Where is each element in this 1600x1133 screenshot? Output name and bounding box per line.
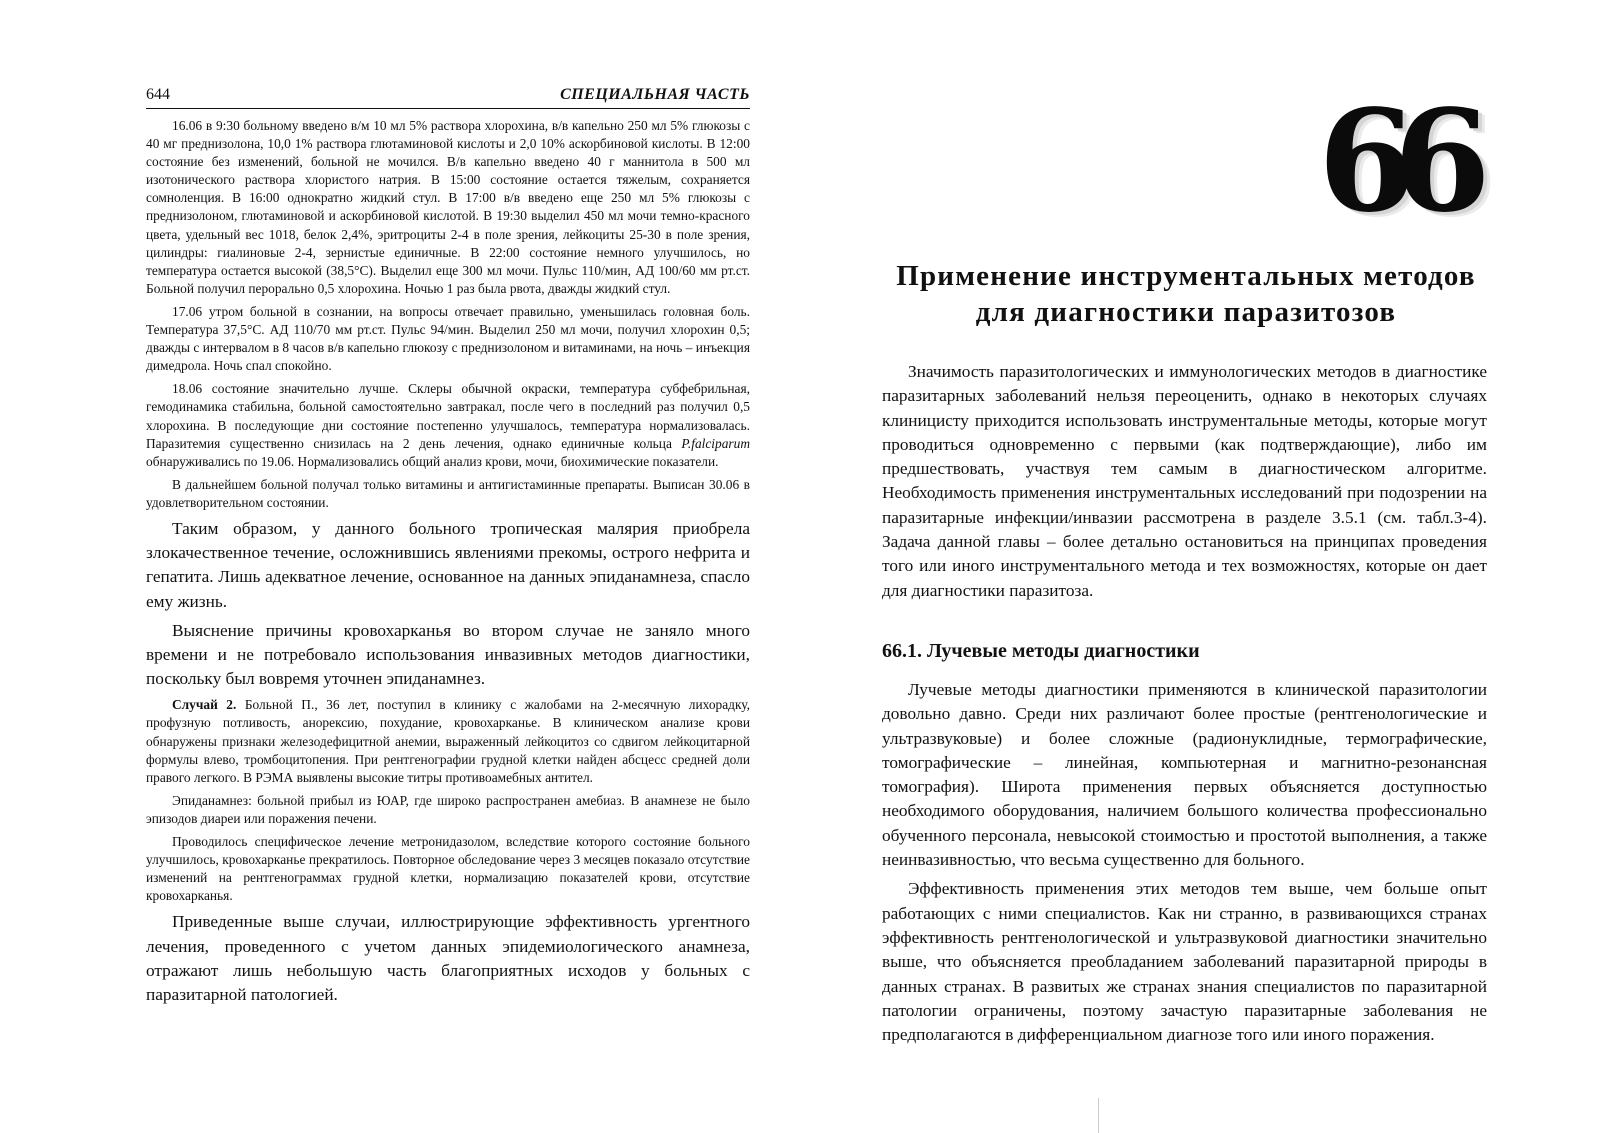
- paragraph-case2: [146, 696, 750, 786]
- paragraph-conclusion-case1: Таким образом, у данного больного тропическая малярия приобрела злокачественное течение, осложнившись явлениями прекомы, острого нефрита и гепатита. Лишь адекватное лечение, основанное на данных эпиданамнеза, спасло ему жизнь.: [146, 518, 750, 611]
- paragraph-treatment: Проводилось специфическое лечение метронидазолом, вследствие которого состояние больного улучшилось, кровохарканье прекратилось. Повторное обследование через 3 месяцев показало отсутствие изменений на рентгенограммах грудной клетки, нормализацию показателей крови, отсутствие кровохарканья.: [146, 834, 750, 904]
- page-crease-mark: [1098, 1098, 1099, 1133]
- chapter-title: Применение инструментальных методов для диагностики паразитозов: [896, 260, 1476, 328]
- left-page-body: [146, 117, 750, 1012]
- paragraph-summary: Приведенные выше случаи, иллюстрирующие эффективность ургентного лечения, проведенного с учетом данных эпидемиологического анамнеза, отражают лишь небольшую часть благоприятных исходов у больных с паразитарной патологией.: [146, 912, 750, 1005]
- running-section-title: СПЕЦИАЛЬНАЯ ЧАСТЬ: [560, 86, 750, 103]
- paragraph-16-06: 16.06 в 9:30 больному введено в/м 10 мл 5% раствора хлорохина, в/в капельно 250 мл 5% глюкозы с 40 мг преднизолона, 10,0 1% раствора глютаминовой кислоты и 2,0 10% аскорбиновой кислоты. В 12:00 состояние без изменений, больной не мочился. В/в капельно введено 40 г маннитола в 500 мл изотонического раствора хлористого натрия. В 15:00 состояние остается тяжелым, сохраняется сомноленция. В 16:00 однократно жидкий стул. В 17:00 в/в введено еще 250 мл 5% глюкозы с преднизолоном, глютаминовой и аскорбиновой кислотой. В 19:30 выделил 450 мл мочи темно-красного цвета, удельный вес 1018, белок 2,4%, эритроциты 2-4 в поле зрения, лейкоциты 25-30 в поле зрения, цилиндры: гиалиновые 2-4, зернистые единичные. В 22:00 состояние немного улучшилось, но температура остается высокой (38,5°С). Выделил еще 300 мл мочи. Пульс 110/мин, АД 100/60 мм рт.ст. Больной получил перорально 0,5 хлорохина. Ночью 1 раз была рвота, дважды жидкий стул.: [146, 118, 750, 296]
- subsection-body: [882, 678, 1487, 1052]
- paragraph-conclusion-case2: Выяснение причины кровохарканья во втором случае не заняло много времени и не потребовало использования инвазивных методов диагностики, поскольку был вовремя уточнен эпиданамнез.: [146, 620, 750, 689]
- case2-text: Больной П., 36 лет, поступил в клинику с жалобами на 2-месячную лихорадку, профузную потливость, анорексию, похудание, кровохарканье. В клиническом анализе крови обнаружены признаки железодефицитной анемии, выраженный лейкоцитоз со сдвигом лейкоцитарной формулы влево, тромбоцитопения. При рентгенографии грудной клетки найден абсцесс средней доли правого легкого. В РЭМА выявлены высокие титры противоамебных антител.: [146, 697, 751, 785]
- paragraph-18-06-text-before: 18.06 состояние значительно лучше. Склеры обычной окраски, температура субфебрильная, гемодинамика стабильна, больной самостоятельно завтракал, после чего в последний раз получил 0,5 хлорохина. В последующие дни состояние постепенно улучшалось, температура нормализовалась. Паразитемия существенно снизилась на 2 день лечения, однако единичные кольца: [146, 381, 750, 451]
- paragraph-18-06-text-after: обнаруживались по 19.06. Нормализовались общий анализ крови, мочи, биохимические показатели.: [146, 453, 719, 469]
- chapter-intro: [882, 360, 1487, 608]
- chapter-number: 66: [1318, 80, 1469, 244]
- running-head: [146, 82, 750, 109]
- species-name: P.falciparum: [681, 435, 750, 451]
- paragraph-radiation-methods: Лучевые методы диагностики применяются в клинической паразитологии довольно давно. Среди них различают более простые (рентгенологические и ультразвуковые) и более сложные (радионуклидные, термографические, томографические – линейная, компьютерная и магнитно-резонансная томография). Широта применения первых объясняется доступностью необходимого оборудования, наличием большого количества профессионально обученного персонала, невысокой стоимостью и простотой выполнения, а также неинвазивностью, что весьма существенно для больного.: [882, 680, 1487, 870]
- paragraph-18-06: [146, 380, 750, 470]
- paragraph-17-06: 17.06 утром больной в сознании, на вопросы отвечает правильно, уменьшилась головная боль. Температура 37,5°С. АД 110/70 мм рт.ст. Пульс 94/мин. Выделил 250 мл мочи, получил хлорохин 0,5; дважды с интервалом в 8 часов в/в капельно глюкозу с преднизолоном и витаминами, на ночь – инъекция димедрола. Ночь спал спокойно.: [146, 303, 750, 374]
- subsection-heading: 66.1. Лучевые методы диагностики: [882, 640, 1200, 662]
- paragraph-intro: Значимость паразитологических и иммунологических методов в диагностике паразитарных заболеваний нельзя переоценить, однако в некоторых случаях клиницисту приходится использовать инструментальные методы, которые могут проводиться одновременно с первыми (как подтверждающие), либо им предшествовать, участвуя тем самым в диагностическом алгоритме. Необходимость применения инструментальных исследований при подозрении на паразитарные инфекции/инвазии рассмотрена в разделе 3.5.1 (см. табл.3-4). Задача данной главы – более детально остановиться на принципах проведения того или иного инструментального метода и тех возможностях, которые он дает для диагностики паразитоза.: [882, 362, 1487, 600]
- paragraph-epidemiology: Эпиданамнез: больной прибыл из ЮАР, где широко распространен амебиаз. В анамнезе не было эпизодов диареи или поражения печени.: [146, 792, 750, 826]
- case2-label: Случай 2.: [172, 697, 237, 713]
- page-number: 644: [146, 86, 170, 103]
- paragraph-discharge: В дальнейшем больной получал только витамины и антигистаминные препараты. Выписан 30.06 в удовлетворительном состоянии.: [146, 476, 750, 510]
- paragraph-effectiveness: Эффективность применения этих методов тем выше, чем больше опыт работающих с ними специалистов. Как ни странно, в развивающихся странах эффективность рентгенологической и ультразвуковой диагностики значительно выше, что объясняется преобладанием заболеваний паразитарной природы в данных странах. В развитых же странах знания специалистов по паразитарной патологии ограничены, поэтому зачастую паразитарные заболевания не предполагаются в дифференциальном диагнозе того или иного поражения.: [882, 879, 1487, 1045]
